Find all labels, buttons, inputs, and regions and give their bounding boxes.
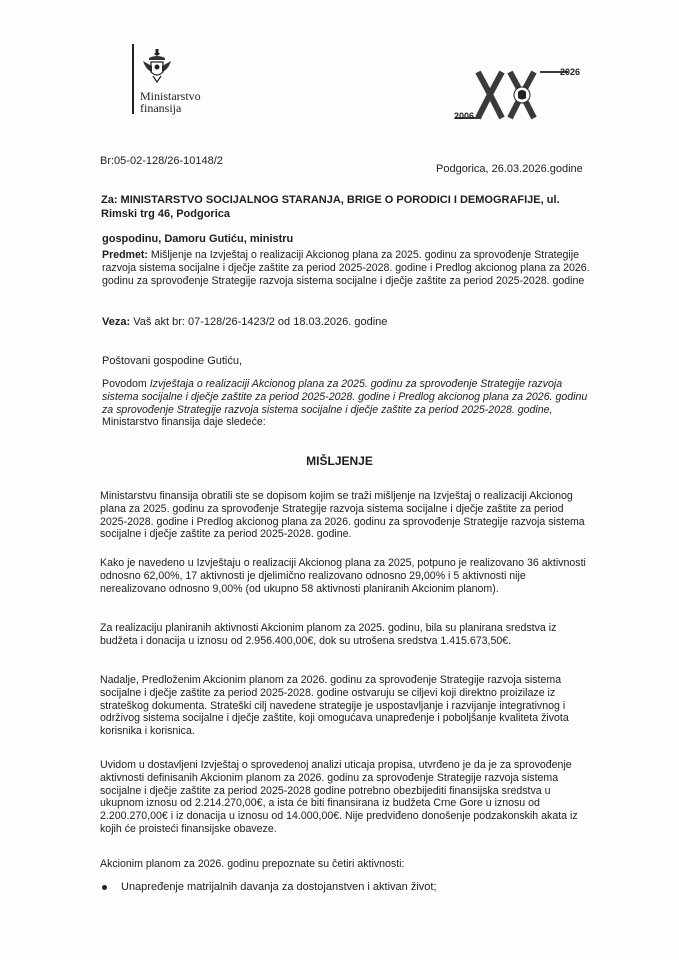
subject-text: Mišljenje na Izvještaj o realizaciji Akcionog plana za 2025. godinu za sprovođenje Strategije razvoja sistema socijalne i dječje zaštite za period 2025-2028. godine i Predlog akcionog plana za 2026. godinu za sprovođenje Strategije razvoja sistema socijalne i dječje zaštite za period 2025-2028. godine [102,249,590,287]
reference-number: Br:05-02-128/26-10148/2 [100,155,223,167]
recipient-person: gospodinu, Damoru Gutiću, ministru [102,233,294,245]
intro-paragraph [102,378,590,429]
connection-label: Veza: [102,316,131,328]
paragraph-4: Nadalje, Predloženim Akcionim planom za 2026. godinu za sprovođenje Strategije razvoja sistema socijalne i dječje zaštite za period 2025-2028. godine ostvaruju se ciljevi koji direktno proizilaze iz strateškog dokumenta. Strateški cilj navedene strategije je uspostavljanje i razvijanje integrativnog i održivog sistema socijalne i dječje zaštite, koji omogućava unapređenje i poboljšanje kvaliteta života korisnika i korisnica. [100,674,569,738]
bullet-text: Unapređenje matrijalnih davanja za dostojanstven i aktivan život; [121,881,437,893]
anniversary-year-start: 2006 [454,111,475,121]
ministry-name-line1: Ministarstvo [140,89,201,103]
recipient-line: Za: MINISTARSTVO SOCIJALNOG STARANJA, BRIGE O PORODICI I DEMOGRAFIJE, ul. Rimski trg 46, Podgorica [101,194,560,220]
intro-prefix: Povodom [102,378,147,390]
connection [102,316,387,329]
subject-label: Predmet: [102,249,148,261]
opinion-heading: MIŠLJENJE [306,454,373,468]
logo-divider [132,44,134,114]
ministry-name [140,90,201,114]
anniversary-logo [450,66,580,126]
intro-suffix: Ministarstvo finansija daje sledeće: [102,416,266,429]
intro-italic: Izvještaja o realizaciji Akcionog plana za 2025. godinu za sprovođenje Strategije razvoja sistema socijalne i dječje zaštite za period 2025-2028. godine i Predlog akcionog plana za 2026. godinu za sprovođenje Strategije razvoja sistema socijalne i dječje zaštite za period 2025-2028. godine, [102,378,588,416]
subject [102,249,594,287]
bullet-icon [102,885,107,890]
paragraph-3: Za realizaciju planiranih aktivnosti Akcionim planom za 2025. godinu, bila su planirana sredstva iz budžeta i donacija u iznosu od 2.956.400,00€, dok su utrošena sredstva 1.415.673,50€. [100,622,557,647]
salutation: Poštovani gospodine Gutiću, [102,355,243,367]
list-item [102,881,437,894]
ministry-logo [132,44,272,116]
ministry-name-line2: finansija [140,101,182,115]
paragraph-5: Uvidom u dostavljeni Izvještaj o sprovedenoj analizi uticaja propisa, utvrđeno je da je za sprovođenje aktivnosti definisanih Akcionim planom za 2026. godinu za sprovođenje Strategije razvoja sistema socijalne i dječje zaštite za period 2025-2028 godine potrebno obezbijediti finansijska sredstva u ukupnom iznosu od 2.214.270,00€, a ista će biti finansirana iz budžeta Crne Gore u iznosu od 2.200.270,00€ i iz donacija u iznosu od 14.000,00€. Nije predviđeno donošenje podzakonskih akata iz kojih će proisteći finansijske obaveze. [100,759,578,835]
anniversary-year-end: 2026 [560,67,581,77]
paragraph-1: Ministarstvu finansija obratili ste se dopisom kojim se traži mišljenje na Izvještaj o realizaciji Akcionog plana za 2025. godinu za sprovođenje Strategije razvoja sistema socijalne i dječje zaštite za period 2025-2028. godine i Predlog akcionog plana za 2026. godinu za sprovođenje Strategije razvoja sistema socijalne i dječje zaštite za period 2025-2028. godine. [100,490,585,541]
place-date: Podgorica, 26.03.2026.godine [436,163,583,175]
paragraph-6: Akcionim planom za 2026. godinu prepoznate su četiri aktivnosti: [100,858,405,870]
paragraph-2: Kako je navedeno u Izvještaju o realizaciji Akcionog plana za 2025, potpuno je realizovano 36 aktivnosti odnosno 62,00%, 17 aktivnosti je djelimično realizovano odnosno 29,00% i 5 aktivnosti nije nerealizovano odnosno 9,00% (od ukupno 58 aktivnosti planiranih Akcionim planom). [100,557,586,595]
coat-of-arms-icon [140,48,174,86]
connection-text: Vaš akt br: 07-128/26-1423/2 od 18.03.2026. godine [133,316,388,328]
